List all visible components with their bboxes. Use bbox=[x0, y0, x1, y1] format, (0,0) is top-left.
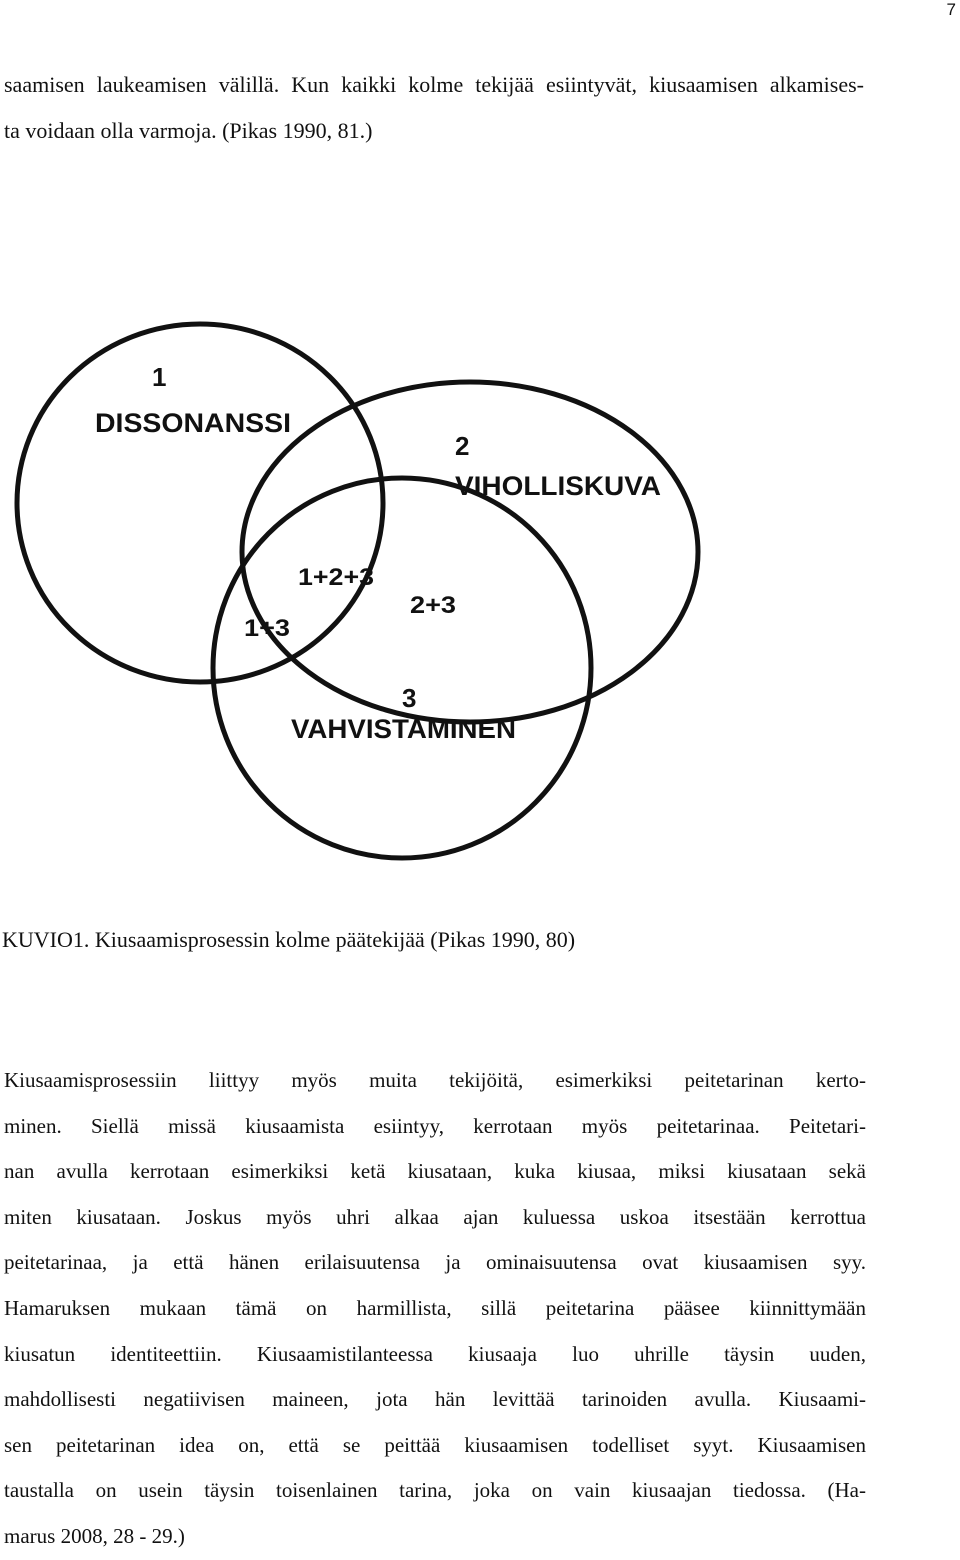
venn-diagram bbox=[0, 300, 760, 880]
body-line: mahdollisesti negatiivisen maineen, jota hän levittää tarinoiden avulla. Kiusaami- bbox=[4, 1387, 866, 1412]
body-line: peitetarinaa, ja että hänen erilaisuutensa ja ominaisuutensa ovat kiusaamisen syy. bbox=[4, 1250, 866, 1275]
overlap-all-label: 1+2+3 bbox=[298, 564, 374, 591]
body-line: Hamaruksen mukaan tämä on harmillista, sillä peitetarina pääsee kiinnittymään bbox=[4, 1295, 866, 1320]
body-line: nan avulla kerrotaan esimerkiksi ketä kiusataan, kuka kiusaa, miksi kiusataan sekä bbox=[4, 1159, 866, 1184]
body-paragraph bbox=[4, 1058, 866, 1560]
circle-3-number: 3 bbox=[402, 683, 417, 713]
body-line: kiusatun identiteettiin. Kiusaamistilanteessa kiusaaja luo uhrille täysin uuden, bbox=[4, 1341, 866, 1366]
overlap-1-3-label: 1+3 bbox=[244, 615, 290, 642]
page-number: 7 bbox=[946, 0, 956, 19]
circle-2-name: VIHOLLISKUVA bbox=[455, 471, 661, 501]
intro-paragraph bbox=[4, 62, 864, 154]
body-line: minen. Siellä missä kiusaamista esiintyy, kerrotaan myös peitetarinaa. Peitetari- bbox=[4, 1113, 866, 1138]
circle-1-name: DISSONANSSI bbox=[95, 408, 291, 438]
figure-caption-text: Kiusaamisprosessin kolme päätekijää (Pikas 1990, 80) bbox=[89, 927, 576, 952]
figure-caption-label: KUVIO1. bbox=[2, 927, 90, 952]
figure-caption bbox=[2, 927, 575, 953]
body-line: marus 2008, 28 - 29.) bbox=[4, 1523, 185, 1548]
overlap-2-3-label: 2+3 bbox=[410, 592, 456, 619]
intro-line: saamisen laukeamisen välillä. Kun kaikki kolme tekijää esiintyvät, kiusaamisen alkamises- bbox=[4, 72, 864, 97]
body-line: sen peitetarinan idea on, että se peittää kiusaamisen todelliset syyt. Kiusaamisen bbox=[4, 1432, 866, 1457]
circle-viholliskuva bbox=[242, 382, 698, 722]
body-line: taustalla on usein täysin toisenlainen tarina, joka on vain kiusaajan tiedossa. (Ha- bbox=[4, 1478, 866, 1503]
intro-line: ta voidaan olla varmoja. (Pikas 1990, 81.) bbox=[4, 118, 373, 143]
circle-3-name: VAHVISTAMINEN bbox=[291, 714, 516, 744]
body-line: miten kiusataan. Joskus myös uhri alkaa ajan kuluessa uskoa itsestään kerrottua bbox=[4, 1204, 866, 1229]
body-line: Kiusaamisprosessiin liittyy myös muita tekijöitä, esimerkiksi peitetarinan kerto- bbox=[4, 1068, 866, 1092]
circle-dissonanssi bbox=[17, 324, 383, 682]
circle-2-number: 2 bbox=[455, 431, 470, 461]
circle-1-number: 1 bbox=[152, 362, 167, 392]
